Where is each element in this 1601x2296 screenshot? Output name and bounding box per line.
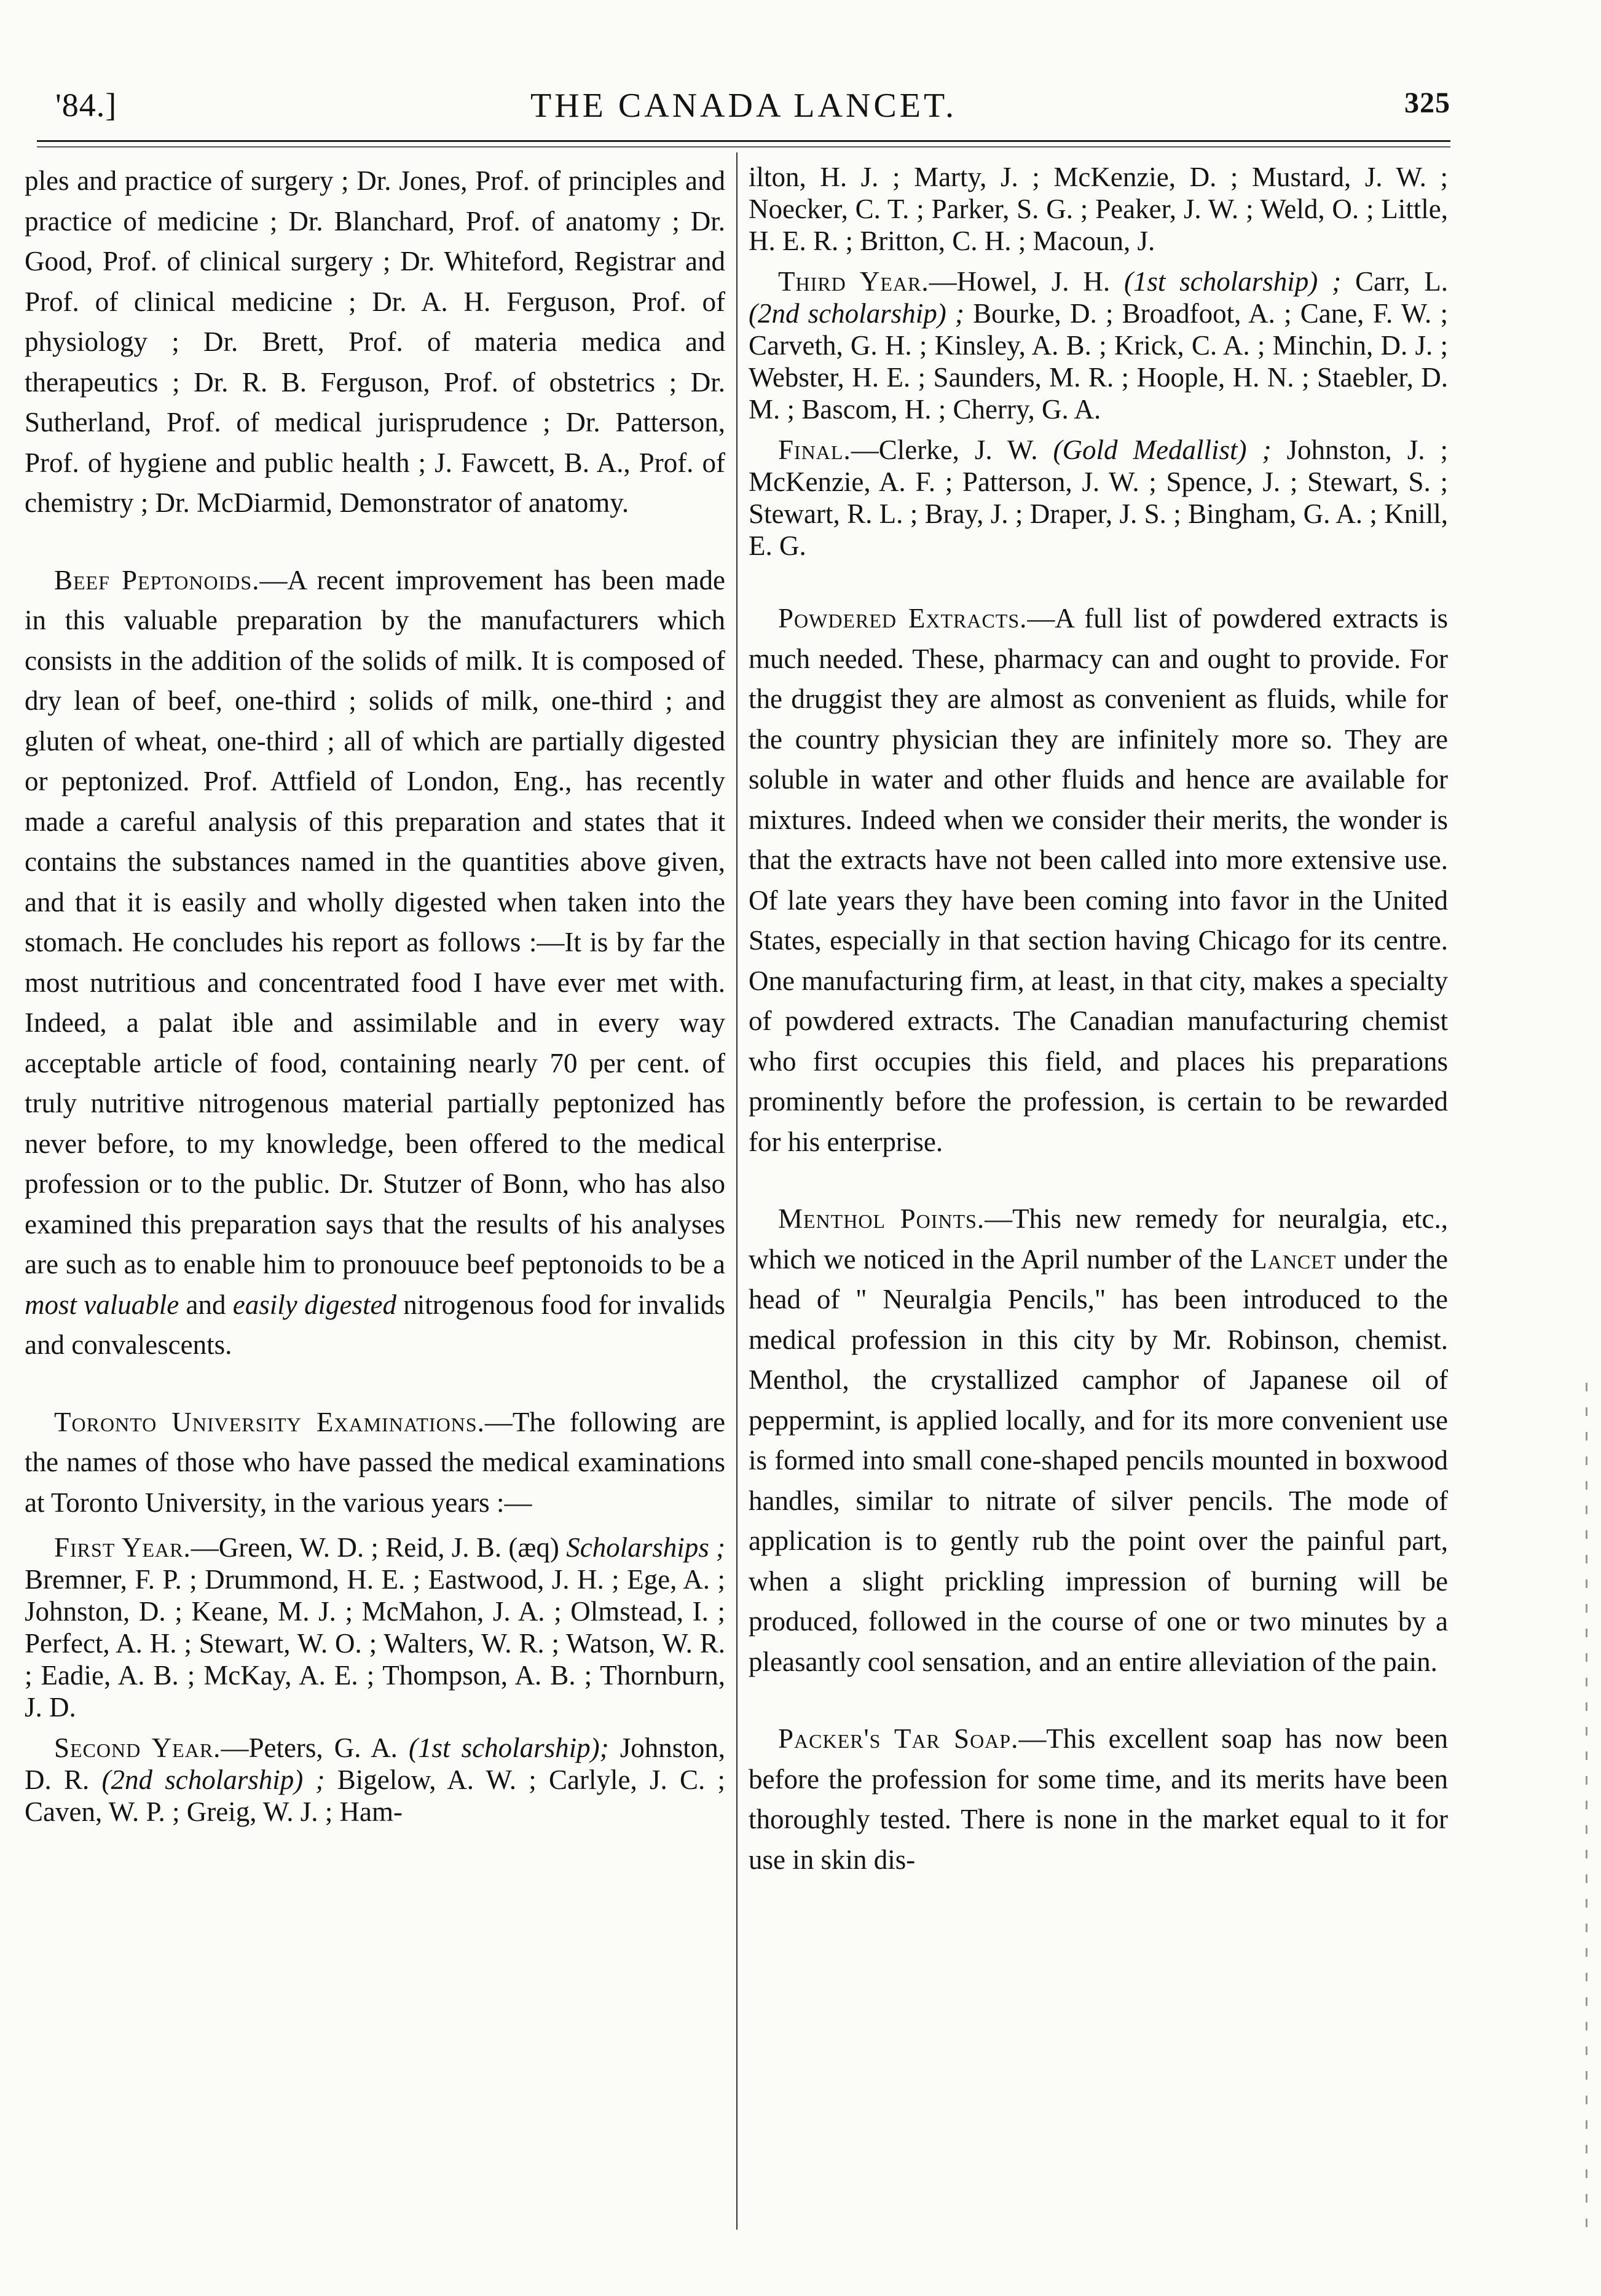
faculty-list: ples and practice of surgery ; Dr. Jones, Prof. of principles and practice of medicine ; Dr. Blanchard, Prof. of anatomy ; Dr. Good, Prof. of clinical surgery ; Dr. Whiteford, Registrar and Prof. of clinical medicine ; Dr. A. H. Ferguson, Prof. of physiology ; Dr. Brett, Prof. of materia medica and therapeutics ; Dr. R. B. Ferguson, Prof. of obstetrics ; Dr. Sutherland, Prof. of medical jurisprudence ; Dr. Patterson, Prof. of hygiene and public health ; J. Fawcett, B. A., Prof. of chemistry ; Dr. McDiarmid, Demonstrator of anatomy. <box>25 165 725 518</box>
second-year-list <box>25 1732 725 1828</box>
page-edge-mark <box>1586 1383 1587 2243</box>
year-label: Third Year. <box>778 266 929 297</box>
third-year-list <box>749 265 1448 425</box>
emphasis-text: (2nd scholarship) ; <box>101 1764 325 1795</box>
emphasis-text: (Gold Medallist) ; <box>1053 434 1272 465</box>
year-label: Final. <box>778 434 851 465</box>
page-number: 325 <box>1404 87 1450 119</box>
journal-title: THE CANADA LANCET. <box>530 87 958 125</box>
name-list: Johnston, D. R. <box>25 1732 725 1795</box>
name-list: —Green, W. D. ; Reid, J. B. (æq) <box>191 1532 559 1563</box>
article-text: —A full list of powdered extracts is much needed. These, pharmacy can and ought to provide. For the druggist they are almost as convenient as fluids, while for the country physician they are infinitely more so. They are soluble in water and other fluids and hence are available for mixtures. Indeed when we consider their merits, the wonder is that the extracts have not been called into more extensive use. Of late years they have been coming into favor in the United States, especially in that section having Chicago for its centre. One manufacturing firm, at least, in that city, makes a specialty of powdered extracts. The Canadian manufacturing chemist who first occupies this field, and places his preparations prominently before the profession, is certain to be rewarded for his enterprise. <box>749 603 1448 1157</box>
second-year-list-continued: ilton, H. J. ; Marty, J. ; McKenzie, D. ; Mustard, J. W. ; Noecker, C. T. ; Parker, S. G. ; Peaker, J. W. ; Weld, O. ; Little, H. E. R. ; Britton, C. H. ; Macoun, J. <box>749 162 1448 256</box>
emphasis-text: (1st scholarship); <box>409 1732 609 1763</box>
name-list: Bremner, F. P. ; Drummond, H. E. ; Eastwood, J. H. ; Ege, A. ; Johnston, D. ; Keane, M. J. ; McMahon, J. A. ; Olmstead, I. ; Perfect, A. H. ; Stewart, W. O. ; Walters, W. R. ; Watson, W. R. ; Eadie, A. B. ; McKay, A. E. ; Thompson, A. B. ; Thornburn, J. D. <box>25 1564 725 1723</box>
left-column <box>25 161 725 1828</box>
emphasis-text: most valuable <box>25 1289 179 1320</box>
article-menthol-points <box>749 1199 1448 1682</box>
article-beef-peptonoids <box>25 560 725 1366</box>
article-heading: Menthol Points. <box>778 1203 985 1234</box>
header-rule-top <box>37 140 1450 142</box>
article-powdered-extracts <box>749 599 1448 1162</box>
connector-text: and <box>186 1289 226 1320</box>
article-text: —This new remedy for neuralgia, etc., which we noticed in the April number of the <box>749 1203 1448 1275</box>
article-heading: Toronto University Examinations. <box>54 1406 485 1437</box>
article-text: under the head of " Neuralgia Pencils," has been introduced to the medical profession in this city by Mr. Robinson, chemist. Menthol, the crystallized camphor of Japanese oil of peppermint, is applied locally, and for its more convenient use is formed into small cone-shaped pencils mounted in boxwood handles, similar to nitrate of silver pencils. The mode of application is to gently rub the point over the painful part, when a slight prickling impression of burning will be produced, followed in the course of one or two minutes by a pleasantly cool sensation, and an entire alleviation of the pain. <box>749 1243 1449 1677</box>
emphasis-text: Scholarships ; <box>566 1532 726 1563</box>
year-label: Second Year. <box>54 1732 221 1763</box>
header-rule-bottom <box>37 146 1450 147</box>
emphasis-text: (2nd scholarship) ; <box>749 298 964 329</box>
header-year: '84.] <box>55 87 117 124</box>
article-packers-tar-soap <box>749 1719 1448 1880</box>
first-year-list <box>25 1531 725 1723</box>
article-text: —A recent improvement has been made in this valuable preparation by the manufacturers which consists in the addition of the solids of milk. It is composed of dry lean of beef, one-third ; solids of milk, one-third ; and gluten of wheat, one-third ; all of which are partially digested or peptonized. Prof. Attfield of London, Eng., has recently made a careful analysis of this preparation and states that it contains the substances named in the quantities above given, and that it is easily and wholly digested when taken into the stomach. He concludes his report as follows :—It is by far the most nutritious and concentrated food I have ever met with. Indeed, a palat ible and assimilable and in every way acceptable article of food, containing nearly 70 per cent. of truly nutritive nitrogenous material partially peptonized has never before, to my knowledge, been offered to the medical profession or to the public. Dr. Stutzer of Bonn, who has also examined this preparation says that the results of his analyses are such as to enable him to pronouuce beef peptonoids to be a <box>25 564 725 1280</box>
article-text: —The following are the names of those who have passed the medical examinations at Toronto University, in the various years :— <box>25 1406 725 1518</box>
name-list: —Clerke, J. W. <box>851 434 1038 465</box>
name-list: —Howel, J. H. <box>929 266 1111 297</box>
page-header <box>37 86 1450 135</box>
name-list: Bourke, D. ; Broadfoot, A. ; Cane, F. W. ; Carveth, G. H. ; Kinsley, A. B. ; Krick, C. A. ; Minchin, D. J. ; Webster, H. E. ; Saunders, M. R. ; Hoople, H. N. ; Staebler, D. M. ; Bascom, H. ; Cherry, G. A. <box>749 298 1448 425</box>
article-heading: Beef Peptonoids. <box>54 564 260 596</box>
journal-name: Lancet <box>1250 1243 1337 1275</box>
column-divider <box>736 152 738 2230</box>
name-list: —Peters, G. A. <box>221 1732 398 1763</box>
final-year-list <box>749 434 1448 562</box>
name-list: Johnston, J. ; McKenzie, A. F. ; Patterson, J. W. ; Spence, J. ; Stewart, S. ; Stewart, R. L. ; Bray, J. ; Draper, J. S. ; Bingham, G. A. ; Knill, E. G. <box>749 434 1449 561</box>
article-heading: Powdered Extracts. <box>778 603 1028 634</box>
article-text: nitrogenous food for invalids and convalescents. <box>25 1289 726 1360</box>
name-list: Carr, L. <box>1355 266 1448 297</box>
emphasis-text: (1st scholarship) ; <box>1123 266 1342 297</box>
article-toronto-exams <box>25 1402 725 1523</box>
emphasis-text: easily digested <box>232 1289 396 1320</box>
article-text: —This excellent soap has now been before the profession for some time, and its merits have been thoroughly tested. There is none in the market equal to it for use in skin dis- <box>749 1723 1448 1875</box>
name-list: Bigelow, A. W. ; Carlyle, J. C. ; Caven, W. P. ; Greig, W. J. ; Ham- <box>25 1764 725 1827</box>
year-label: First Year. <box>54 1532 191 1563</box>
right-column <box>749 161 1448 1880</box>
article-heading: Packer's Tar Soap. <box>778 1723 1019 1754</box>
